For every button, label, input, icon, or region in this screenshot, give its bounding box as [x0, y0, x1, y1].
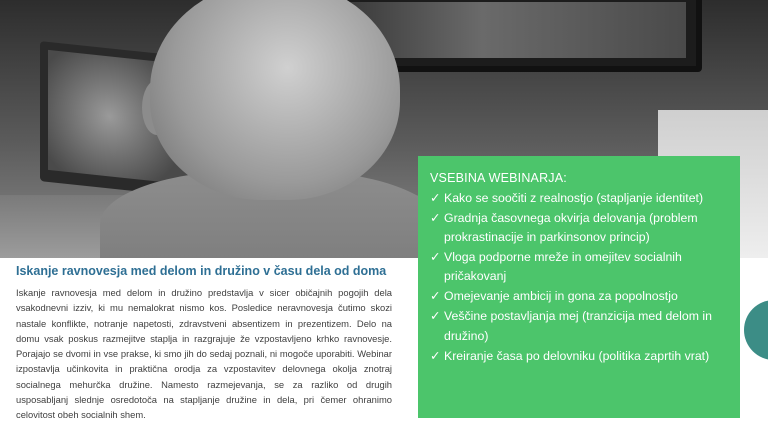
checkmark-icon: ✓ — [430, 191, 441, 205]
list-item — [430, 189, 726, 208]
list-item-label: Veščine postavljanja mej (tranzicija med delom in družino) — [444, 309, 712, 343]
webinar-topic-list — [430, 189, 726, 366]
list-item — [430, 307, 726, 345]
article-heading: Iskanje ravnovesja med delom in družino v času dela od doma — [16, 264, 387, 278]
checkmark-icon: ✓ — [430, 289, 441, 304]
checkmark-icon: ✓ — [430, 211, 441, 225]
list-item — [430, 287, 726, 306]
decorative-circle — [744, 300, 768, 360]
checkmark-icon: ✓ — [430, 309, 441, 324]
list-item — [430, 347, 726, 366]
checkmark-icon: ✓ — [430, 348, 441, 363]
webinar-content-title: VSEBINA WEBINARJA: — [430, 171, 567, 185]
list-item-label: Kako se soočiti z realnostjo (stapljanje identitet) — [444, 191, 704, 205]
article-body: Iskanje ravnovesja med delom in družino predstavlja v sicer običajnih pogojih dela vsakodnevni izziv, ki mu nemalokrat nismo kos. Posledice neravnovesja čutimo skozi nastale konflikte, notranje napetosti, zdravstveni absentizem in prezentizem. Delo na domu vsak poskus razmejitve staplja in razgrajuje že vzpostavljeno krhko ravnovesje. Porajajo se dvomi in vse prakse, ki smo jih do sedaj poznali, ni mogoče uporabiti. Webinar izpostavlja učinkovita in praktična orodja za vzpostavitev delovnega okolja znotraj socialnega mehurčka družine. Namesto razmejevanja, se za razliko od drugih usposabljanj slednje osredotoča na stapljanje družine in dela, pri čemer ohranimo celovitost obeh socialnih shem. — [16, 287, 392, 421]
list-item-label: Gradnja časovnega okvirja delovanja (problem prokrastinacije in parkinsonov princip) — [444, 211, 698, 245]
checkmark-icon: ✓ — [430, 250, 441, 265]
list-item — [430, 248, 726, 286]
list-item-label: Kreiranje časa po delovniku (politika zaprtih vrat) — [444, 348, 710, 363]
webinar-content-box — [418, 156, 740, 418]
list-item-label: Vloga podporne mreže in omejitev socialnih pričakovanj — [444, 250, 682, 284]
baby-head-shape — [150, 0, 400, 200]
list-item — [430, 209, 726, 247]
list-item-label: Omejevanje ambicij in gona za popolnostjo — [444, 289, 678, 304]
